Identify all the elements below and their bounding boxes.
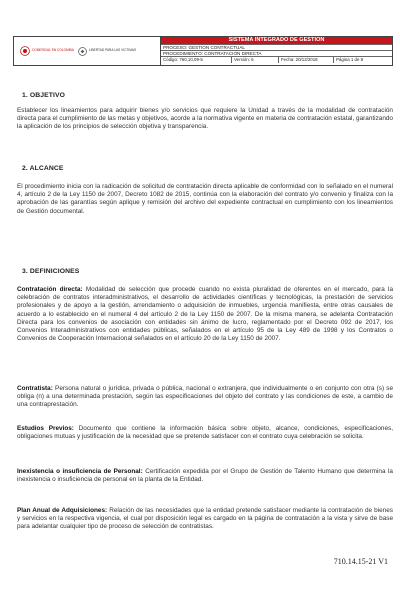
- definition-term: Estudios Previos:: [17, 425, 74, 432]
- definition-text: Relación de las necesidades que la entidad pretende satisfacer mediante la contratación de bienes y servicios en la respectiva vigencia, el cual por disposición legal es cargado en la página de contratación a la vista y sirve de base para adelantar cualquier tipo de proceso de selección de contratistas.: [17, 507, 393, 531]
- definition-text: Modalidad de selección que procede cuando no exista pluralidad de oferentes en el mercado, para la celebración de contratos interadministrativos, el desarrollo de actividades científicas y tecnológicas, la prestación de servicios profesionales y de apoyo a la gestión, arrendamiento o adquisición de inmuebles, urgencia manifiesta, entre otras causales de acuerdo a lo establecido en el numeral 4 del artículo 2 de la Ley 1150 de 2007. De la misma manera, se adelanta Contratación Directa para los convenios de asociación con entidades sin ánimo de lucro, reglamentado por el Decreto 092 de 2017, los Convenios Interadministrativos con entidades públicas, señalados en el artículo 95 de la Ley 489 de 1998 y los Contratos o Convenios de Cooperación Internacional señalados en el artículo 20 de la Ley 1150 de 2007.: [17, 286, 394, 343]
- document-header: [13, 36, 393, 66]
- date-cell: Fecha: 20/12/2018: [279, 57, 334, 63]
- header-info: [161, 37, 392, 65]
- definition-term: Inexistencia o insuficiencia de Personal:: [17, 468, 143, 475]
- section-alcance-title: 2. ALCANCE: [22, 165, 64, 172]
- section-objetivo-text: Establecer los lineamientos para adquirir bienes y/o servicios que requiere la Unidad a través de la modalidad de contratación directa para el cumplimiento de las metas y objetivos, acorde a la normativa vigente en materia de contratación estatal, garantizando la aplicación de los principios de selección objetiva y transparencia.: [17, 107, 393, 131]
- unit-logo: [78, 47, 136, 56]
- version-cell: Versión: 6: [232, 57, 279, 63]
- definition-contratacion-directa: [17, 286, 393, 343]
- definition-text: Persona natural o jurídica, privada o pública, nacional o extranjera, que individualmente o en conjunto con otra (s) se obliga (n) a una determinada prestación, según las especificaciones del objeto del contrato y las condiciones de este, a cambio de una contraprestación.: [17, 385, 393, 409]
- section-objetivo-title: 1. OBJETIVO: [22, 92, 66, 99]
- seal-icon: [20, 46, 30, 56]
- page-cell: Página 1 de 8: [336, 57, 364, 63]
- definition-text: Certificación expedida por el Grupo de Gestión de Talento Humano que determina la inexistencia o insuficiencia de personal en la planta de la Entidad.: [17, 468, 393, 484]
- entity-logo: [20, 46, 74, 56]
- process-row: PROCESO: GESTION CONTRACTUAL: [161, 44, 392, 50]
- logos-cell: [14, 37, 161, 65]
- code-cell: Código: 760,10,09-5: [161, 57, 232, 63]
- definition-term: Contratista:: [17, 385, 53, 392]
- definition-estudios-previos: [17, 425, 393, 441]
- logo-right-text: LIBERTAD PARA LAS VICTIMAS: [88, 48, 137, 53]
- definition-text: Documento que contiene la información básica sobre objeto, alcance, condiciones, especificaciones, obligaciones mutuas y justificación de la necesidad que se pretende satisfacer con el contrato cuya celebración se solicita.: [17, 425, 394, 441]
- meta-row: [161, 56, 392, 63]
- definition-term: Contratación directa:: [17, 286, 83, 293]
- definition-contratista: [17, 385, 393, 410]
- footer-code: 710.14.15-21 V1: [333, 557, 388, 566]
- definition-plan-anual: [17, 507, 393, 532]
- section-alcance-text: El procedimiento inicia con la radicación de solicitud de contratación directa aplicable de conformidad con lo señalado en el numeral 4, artículo 2 de la Ley 1150 de 2007, Decreto 1082 de 2015, continúa con la elaboración del contrato y/o convenio y finaliza con la aprobación de las garantías según aplique y remisión del archivo del expediente contractual en cumplimiento con los lineamientos de Gestión documental.: [17, 183, 393, 215]
- emblem-icon: [78, 47, 87, 56]
- section-definiciones-title: 3. DEFINICIONES: [22, 268, 80, 275]
- system-title: SISTEMA INTEGRADO DE GESTION: [161, 37, 392, 44]
- logo-left-text: COMERCIAL EN COLOMBIA: [32, 48, 74, 53]
- procedure-row: PROCEDIMIENTO: CONTRATACION DIRECTA: [161, 50, 392, 56]
- definition-term: Plan Anual de Adquisiciones:: [17, 507, 108, 514]
- definition-inexistencia: [17, 468, 393, 484]
